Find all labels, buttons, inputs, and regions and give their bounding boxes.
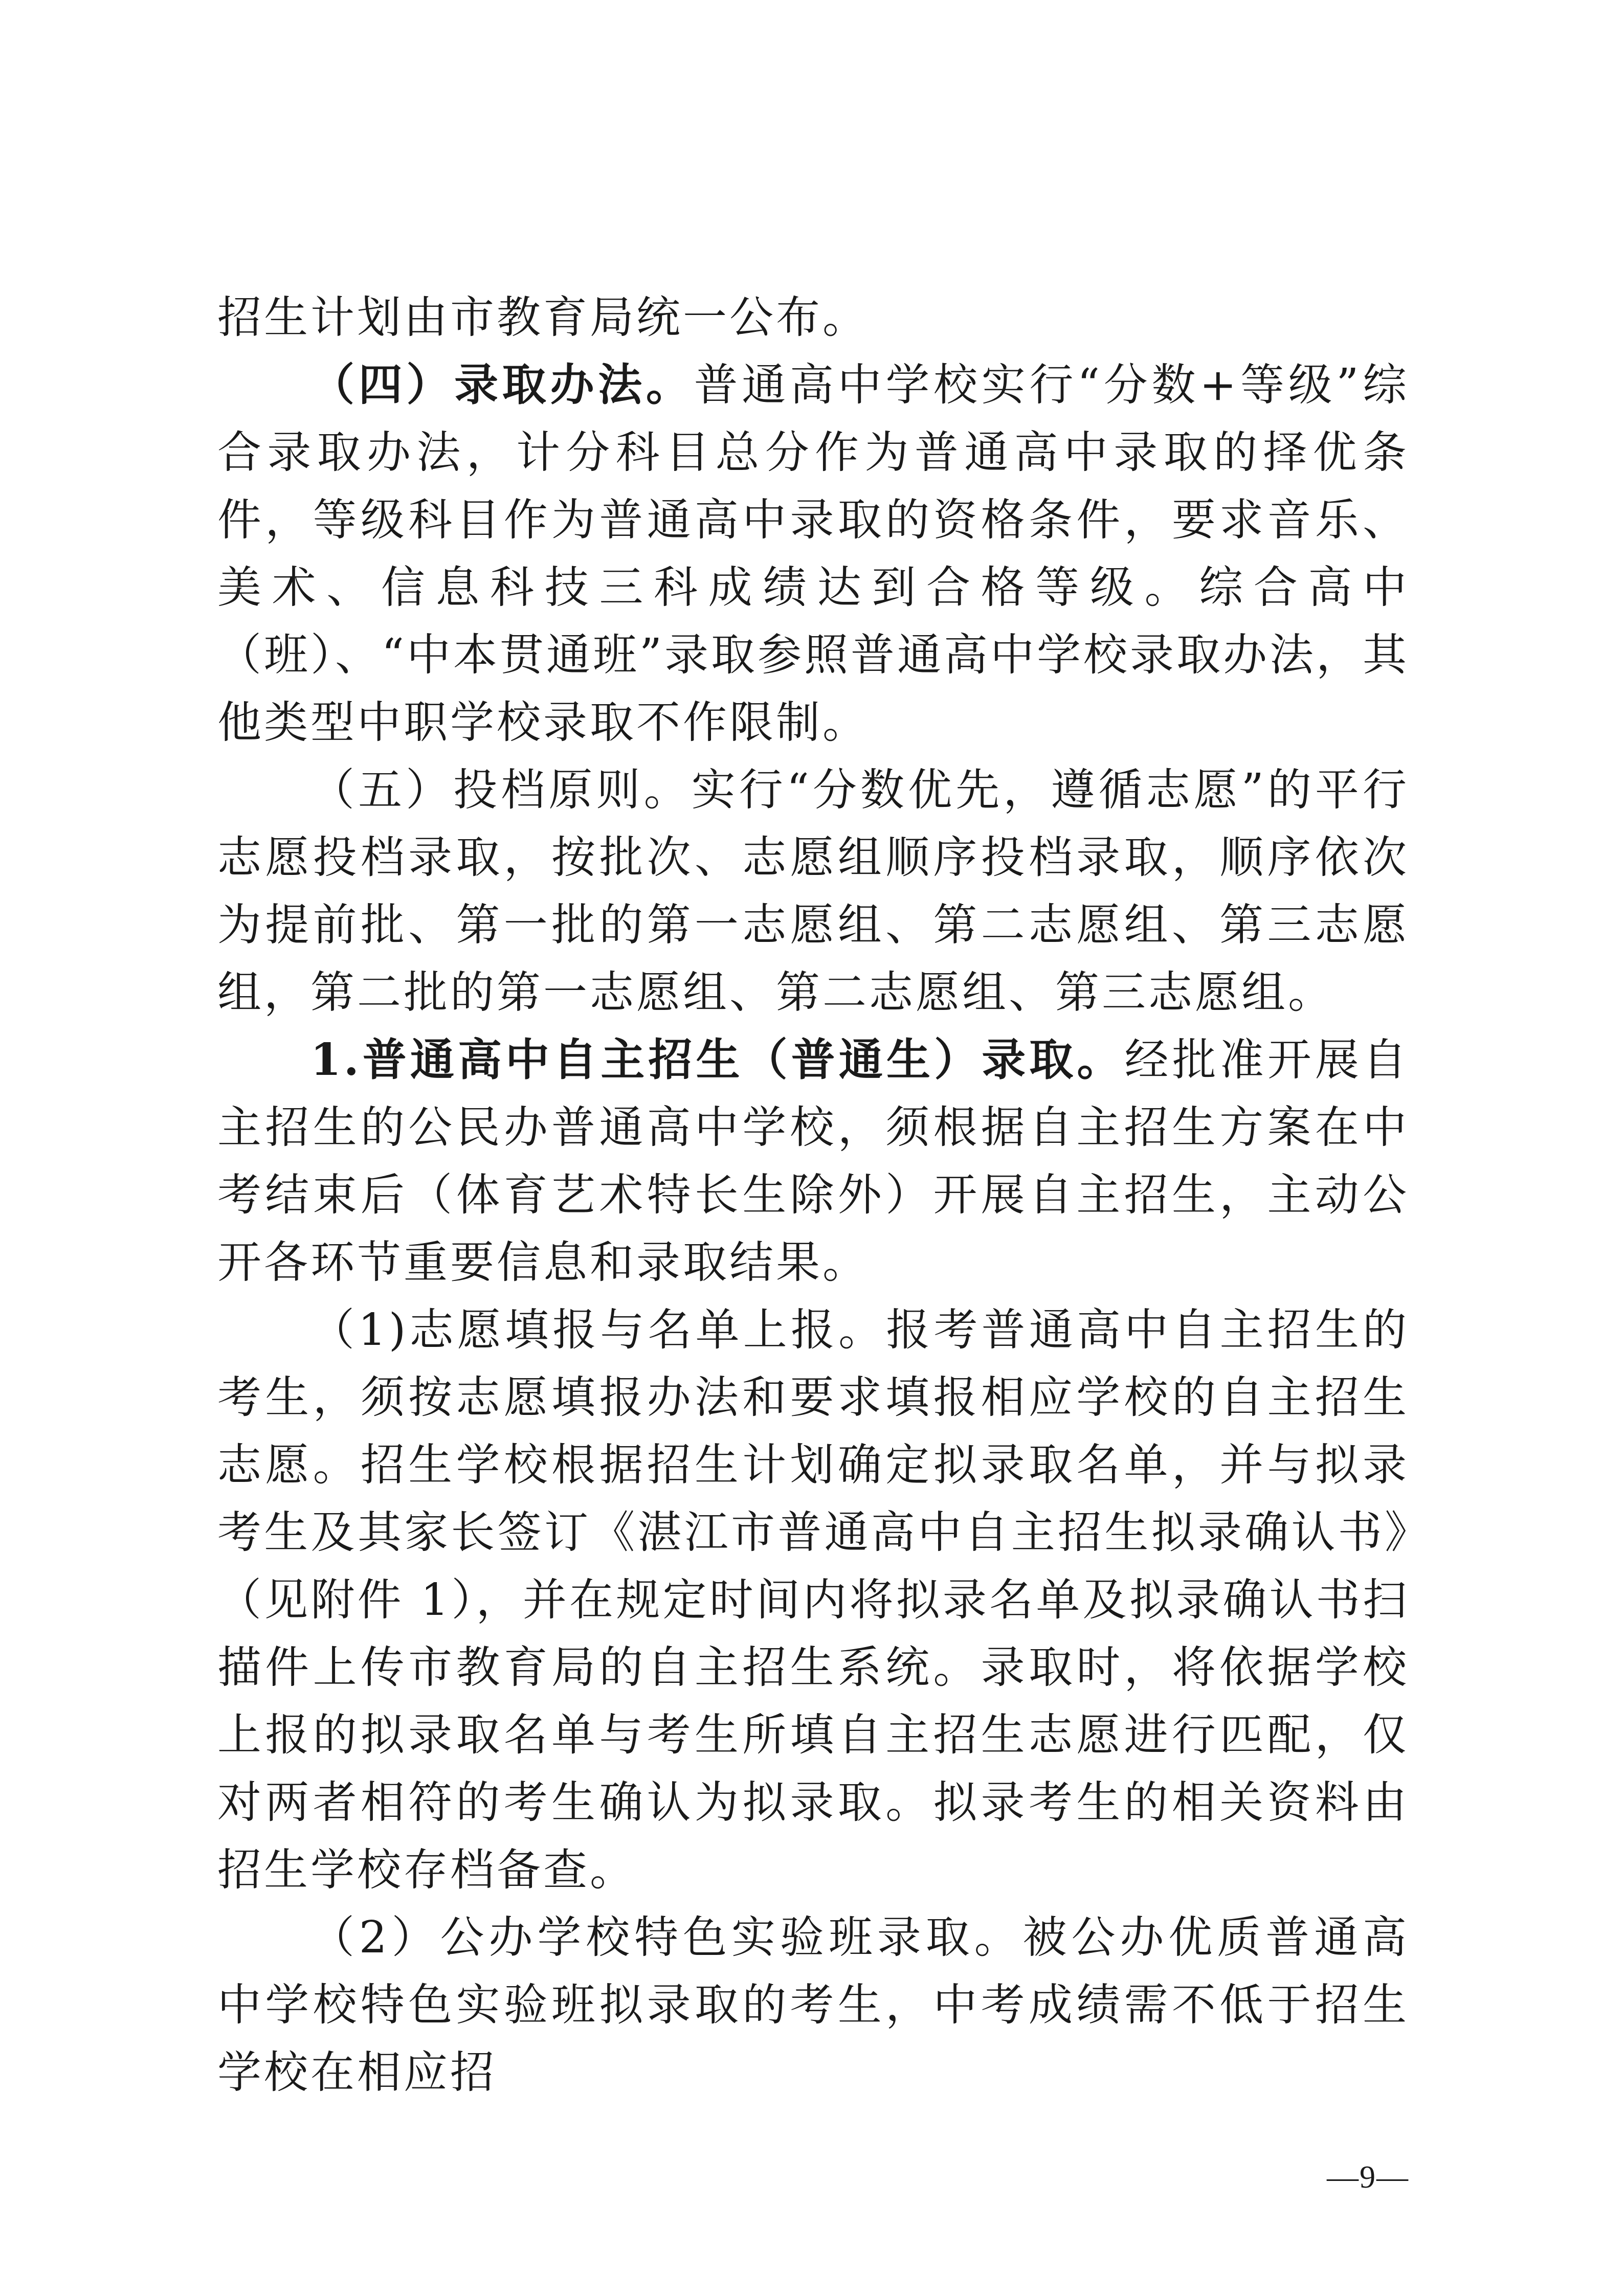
paragraph-enrollment-plan xyxy=(217,284,1409,351)
paragraph-text: 普通高中学校实行“分数+等级”综合录取办法，计分科目总分作为普通高中录取的择优条件，等级科目作为普通高中录取的资格条件，要求音乐、美术、信息科技三科成绩达到合格等级。综合高中（班）、“中本贯通班”录取参照普通高中学校录取办法，其他类型中职学校录取不作限制。 xyxy=(217,359,1410,748)
paragraph-admission-method xyxy=(217,351,1409,756)
paragraph-independent-enrollment xyxy=(217,1026,1409,1296)
paragraph-application-submission xyxy=(217,1296,1409,1904)
body-text xyxy=(217,284,1409,2106)
paragraph-filing-principle xyxy=(217,756,1409,1026)
paragraph-special-experimental-class xyxy=(217,1904,1409,2106)
paragraph-text: 实行“分数优先，遵循志愿”的平行志愿投档录取，按批次、志愿组顺序投档录取，顺序依次为提前批、第一批的第一志愿组、第二志愿组、第三志愿组，第二批的第一志愿组、第二志愿组、第三志愿组。 xyxy=(217,764,1409,1018)
paragraph-text: 经批准开展自主招生的公民办普通高中学校，须根据自主招生方案在中考结束后（体育艺术特长生除外）开展自主招生，主动公开各环节重要信息和录取结果。 xyxy=(217,1034,1410,1288)
section-heading-independent-enrollment: 1.普通高中自主招生（普通生）录取。 xyxy=(310,1034,1125,1086)
section-heading-application-submission: （1)志愿填报与名单上报。 xyxy=(310,1304,886,1356)
paragraph-text: 报考普通高中自主招生的考生，须按志愿填报办法和要求填报相应学校的自主招生志愿。招生学校根据招生计划确定拟录取名单，并与拟录考生及其家长签订《湛江市普通高中自主招生拟录确认书》（见附件 1），并在规定时间内将拟录名单及拟录确认书扫描件上传市教育局的自主招生系统。录取时，将依据学校上报的拟录取名单与考生所填自主招生志愿进行匹配，仅对两者相符的考生确认为拟录取。拟录考生的相关资料由招生学校存档备查。 xyxy=(217,1304,1409,1896)
section-heading-filing-principle: （五）投档原则。 xyxy=(310,764,692,816)
paragraph-text: 招生计划由市教育局统一公布。 xyxy=(217,292,869,343)
page-number: —9— xyxy=(1327,2160,1409,2195)
paragraph-text: 被公办优质普通高中学校特色实验班拟录取的考生，中考成绩需不低于招生学校在相应招 xyxy=(217,1912,1409,2098)
section-heading-admission-method: （四）录取办法。 xyxy=(310,359,694,411)
section-heading-special-experimental-class: （2）公办学校特色实验班录取。 xyxy=(310,1912,1023,1963)
